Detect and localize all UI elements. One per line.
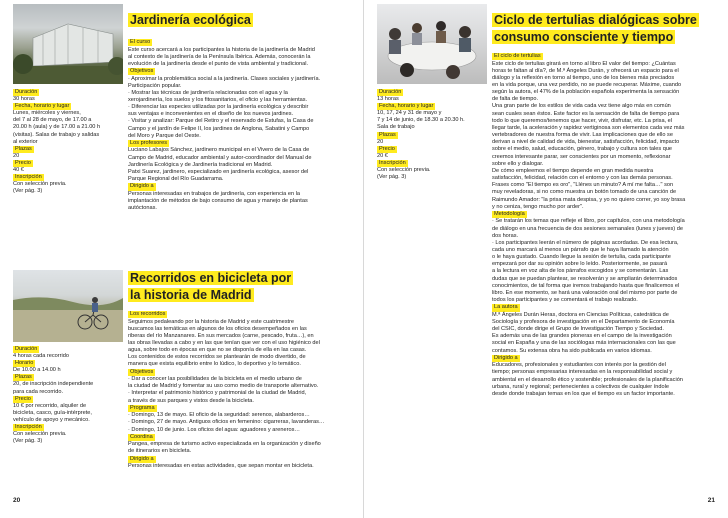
body-text-line: Este curso acercará a los participantes la historia de la jardinería de Madrid (128, 46, 315, 53)
body-text-line: en la vida porque, una vez perdido, no se puede recuperar. Máxime, cuando (492, 82, 682, 88)
body-label: Dirigido a (130, 455, 154, 462)
sidebar-label: Inscripción (15, 424, 42, 431)
body-text-line: implantación de métodos de bajo consumo de agua y manejo de plantas (128, 197, 308, 204)
body-text-line: o le haya gustado. Cuando llegue la sesión de tertulia, cada participante (492, 254, 671, 261)
sidebar-value: Lunes, miércoles y viernes, (13, 110, 81, 117)
body-text-line: horas te faltan al día?, de M.ª Ángeles Durán, y ofrecerá un espacio para el (492, 67, 679, 74)
sidebar-value: 10, 17, 24 y 31 de mayo y (377, 110, 442, 117)
body-label: Dirigido a (494, 354, 518, 361)
body-label: Los profesores (130, 140, 168, 147)
body-label: Objetivos (130, 68, 154, 75)
body-text-line: xerojardinería, los suelos y los fitosanitarios, el oficio y las herramientas. (128, 97, 308, 103)
sidebar-value: 20 € (377, 152, 388, 159)
body-text-line: Una gran parte de los estilos de vida cada vez tiene algo más en común (492, 103, 671, 110)
body-text-line: Educadores, profesionales y estudiantes con interés por la gestión del (492, 362, 666, 369)
sidebar-value: 20.00 h (aula) y de 17.00 a 21.00 h (13, 124, 101, 131)
body-label: El curso (130, 39, 151, 46)
greenhouse-photo (13, 4, 123, 84)
body-text-line: de itinerarios en bicicleta. (128, 448, 192, 455)
sidebar-label: Precio (15, 159, 31, 166)
body-text-line: conocimientos, de tal forma que iremos trabajando hasta que finalicemos el (492, 282, 680, 289)
body-text-line: dos horas. (492, 232, 519, 239)
page-number-left: 20 (13, 497, 21, 504)
body-bicicleta (128, 311, 360, 470)
tertulia-photo (377, 4, 487, 84)
body-text-line: a través de sus parques y vistos desde la bicicleta. (128, 397, 254, 404)
sidebar-value: (Ver pág. 3) (13, 438, 43, 445)
sidebar-value: (Ver pág. 3) (13, 188, 43, 195)
body-text-line: social en España y una de las sociólogas más internacionales con las que (492, 340, 676, 347)
body-text-line: manera que exista equilibrio entre lo lúdico, lo deportivo y lo temático. (128, 361, 301, 368)
sidebar-value: 20, de inscripción independiente (13, 381, 94, 388)
sidebar-tertulias (377, 89, 487, 181)
body-text-line: urbana, rural y regional; pertenecientes a colectivos de cualquier índole (492, 383, 669, 390)
sidebar-label: Inscripción (15, 174, 42, 181)
body-text-line: Raimundo Amador: "la prisa mata despisa, y yo no quiero correr, yo soy brasa (492, 196, 686, 203)
sidebar-label: Plazas (15, 374, 32, 381)
sidebar-value: 4 horas cada recorrido (13, 353, 69, 360)
body-text-line: cada uno marcará al menos un párrafo que le haya llamado la atención (492, 246, 669, 253)
body-text-line: a la lectura en voz alta de los párrafos escogidos y se comentarán. Las (492, 268, 669, 275)
sidebar-label: Duración (15, 346, 38, 352)
body-text-line: Este ciclo de tertulias girará en torno al libro El valor del tiempo: ¿Cuántas (492, 60, 676, 67)
body-text-line: · Visitar y analizar: Parque del Retiro y el reservado de Estufas, la Casa de (128, 118, 314, 125)
body-text-line: Participación popular. (128, 82, 182, 89)
body-text-line: y no ceniza, tengo mucho por arder". (492, 203, 584, 210)
body-text-line: Seguimos pedaleando por la historia de Madrid y este cuatrimestre (128, 318, 295, 325)
sidebar-label: Duración (379, 89, 402, 95)
body-text-line: la ciudad de Madrid y fomentar su uso como medio de transporte alternativo. (128, 383, 319, 390)
sidebar-value: al exterior (13, 138, 38, 145)
body-text-line: · Domingo, 10 de junio. Los oficios del agua: aguadores y areneros… (128, 426, 300, 433)
body-text-line: sobre ello y dialogar. (492, 160, 544, 167)
body-text-line: diálogo y la reflexión en torno al tiempo, uno de los bienes más preciados (492, 74, 675, 81)
sidebar-label: Fecha, horario y lugar (15, 103, 70, 110)
body-text-line: Campo de Madrid, educador ambiental y autor-coordinador del Manual de (128, 154, 312, 161)
body-text-line: sus ventajas e inconvenientes en el diseño de los nuevos jardines. (128, 111, 294, 118)
body-text-line: muy reveladoras, si no como muestra un botón tomado de una canción de (492, 189, 677, 196)
body-text-line: vertebradores de nuestra forma de vivir. Las implicaciones que de ello se (492, 132, 673, 139)
body-label: Coordina (130, 433, 153, 440)
sidebar-label: Inscripción (379, 159, 406, 166)
sidebar-value: 10 € por recorrido, alquiler de (13, 402, 87, 409)
body-label: El ciclo de tertulias (494, 53, 541, 60)
sidebar-value: De 10.00 a 14.00 h (13, 367, 61, 374)
body-text-line: agua, sobre todo en épocas en que no se disponía de ella en las casas. (128, 347, 307, 354)
body-text-line: M.ª Ángeles Durán Heras, doctora en Ciencias Políticas, catedrática de (492, 311, 669, 318)
sidebar-value: vehículo de apoyo y mecánico. (13, 416, 90, 423)
sidebar-label: Fecha, horario y lugar (379, 103, 434, 110)
body-text-line: · Interpretar el patrimonio histórico y patrimonial de la ciudad de Madrid, (128, 390, 307, 397)
body-text-line: · Mostrar las técnicas de jardinería relacionadas con el agua y la (128, 89, 288, 96)
sidebar-value: (Ver pág. 3) (377, 174, 407, 181)
sidebar-value: (visitas). Salas de trabajo y salidas (13, 131, 100, 138)
sidebar-value: para cada recorrido. (13, 388, 64, 395)
body-jardineria (128, 39, 360, 212)
sidebar-label: Plazas (15, 145, 32, 152)
body-text-line: Luciano Labajos Sánchez, jardinero municipal en el Vivero de la Casa de (128, 147, 310, 154)
sidebar-value: 30 horas (13, 96, 35, 103)
body-text-line: libro. En ese momento, se hará una valoración oral del mismo por parte de (492, 289, 678, 296)
body-text-line: del CSIC, donde dirige el Grupo de Investigación Tiempo y Sociedad. (492, 326, 664, 333)
body-text-line: · Domingo, 13 de mayo. El oficio de la seguridad: serenos, alabarderos… (128, 412, 310, 419)
body-text-line: Personas interesadas en trabajos de jardinería, con experiencia en la (128, 190, 300, 197)
body-label: Metodología (494, 211, 525, 217)
body-text-line: sobre el medio, salud, educación, género, trabajo y cultura son tales que (492, 146, 673, 153)
sidebar-jardineria (13, 89, 123, 195)
body-text-line: Es además una de las grandes pioneras en el campo de la investigación (492, 333, 672, 340)
section-title-tertulias: Ciclo de tertulias dialógicas sobre consumo consciente y tiempo (494, 13, 697, 44)
body-text-line: Jardinería Ecológica y de Jardinería tradicional en Madrid. (128, 161, 273, 168)
body-label: Objetivos (130, 368, 154, 375)
body-text-line: derivan a nivel de calidad de vida, bienestar, satisfacción, felicidad, impacto (492, 139, 680, 146)
body-text-line: las obras llevadas a cabo y en las que tenían que ver con el uso higiénico del (128, 340, 320, 346)
body-text-line: · Se tratarán los temas que refleje el libro, por capítulos, con una metodología (492, 218, 685, 225)
sidebar-bicicleta (13, 346, 123, 445)
page-number-right: 21 (707, 497, 715, 504)
body-text-line: · Diferenciar las especies utilizadas por la jardinería ecológica y describir (128, 104, 309, 111)
body-text-line: Pangea, empresa de turismo activo especializada en la organización y diseño (128, 441, 321, 448)
body-text-line: riberas del río Manzanares. En sus mercados (carne, pescado, fruta…), en (128, 332, 314, 339)
sidebar-value: 13 horas (377, 96, 399, 103)
sidebar-value: del 7 al 28 de mayo, de 17.00 a (13, 117, 92, 124)
body-text-line: todo lo que queremos/tenemos que hacer, vivir, disfrutar, etc. La prisa, el (492, 117, 673, 124)
body-text-line: contamos. Su extensa obra ha sido publicada en varios idiomas. (492, 347, 652, 354)
body-label: La autora (494, 304, 518, 311)
body-text-line: de falta de tiempo. (492, 96, 539, 103)
body-text-line: · Aproximar la problemática social a la jardinería. Clases sociales y jardinería. (128, 75, 321, 82)
sidebar-value: Con selección previa. (13, 431, 67, 438)
body-tertulias (492, 53, 726, 398)
body-text-line: llegar tarde, la aceleración y rapidez vertiginosa son elementos cada vez más (492, 124, 685, 131)
body-text-line: tiempo; personas empresarias interesadas en la responsabilidad social y (492, 369, 673, 376)
body-text-line: del Moro y Parque del Oeste. (128, 132, 201, 139)
body-text-line: Campo y el jardín de Felipe II, los jardines de Anglona, Sabatini y Campo (128, 125, 310, 132)
body-text-line: desde donde trabajan temas en los que el tiempo es un factor importante. (492, 390, 675, 397)
body-label: Dirigido a (130, 183, 154, 190)
sidebar-value: bicicleta, casco, guía-intérprete, (13, 409, 92, 416)
sidebar-label: Plazas (379, 131, 396, 138)
body-text-line: Frases como "El tiempo es oro", "Llénes un minuto? A mí me falta…" son (492, 182, 674, 189)
sidebar-label: Duración (15, 89, 38, 95)
section-title-jardineria: Jardinería ecológica (130, 13, 251, 27)
body-text-line: Personas interesadas en estas actividades, que sepan montar en bicicleta. (128, 463, 314, 470)
body-text-line: satisfacción, felicidad, relación con el entorno y con las demás personas. (492, 175, 673, 182)
sidebar-value: Con selección previa. (377, 167, 431, 174)
cyclist-photo (13, 270, 123, 342)
body-text-line: creemos interesante parar, ser conscientes por un momento, reflexionar (492, 153, 671, 160)
body-text-line: Parque Regional del Río Guadarrama. (128, 176, 224, 183)
body-text-line: todos los participantes y se comentará el trabajo realizado. (492, 297, 638, 304)
sidebar-label: Horario (15, 360, 34, 367)
body-text-line: ambiental en el desarrollo ético y sostenible; profesionales de la planificación (492, 376, 683, 383)
body-text-line: autóctonas. (128, 205, 157, 212)
body-label: Programa (130, 404, 155, 411)
body-text-line: buscamos las temáticas en algunos de los oficios desempeñados en las (128, 325, 307, 332)
section-title-bicicleta: Recorridos en bicicleta por la historia de Madrid (130, 271, 292, 302)
body-text-line: dudas que se puedan plantear, se resolverán y se ampliarán determinados (492, 275, 678, 282)
body-text-line: Los contenidos de estos recorridos se plantearán de modo divertido, de (128, 354, 306, 361)
sidebar-value: Sala de trabajo (377, 124, 415, 131)
sidebar-value: 40 € (13, 167, 24, 174)
body-text-line: · Los participantes leerán el número de páginas acordadas. De esa lectura, (492, 239, 679, 246)
sidebar-label: Precio (15, 395, 31, 402)
right-page (364, 0, 728, 518)
sidebar-value: 20 (377, 138, 384, 145)
body-label: Los recorridos (130, 311, 166, 318)
body-text-line: según la autora, el 47% de la población española experimenta la sensación (492, 89, 680, 96)
body-text-line: Sociología y profesora de investigación en el Departamento de Economía (492, 318, 675, 325)
sidebar-value: 20 (13, 152, 20, 159)
sidebar-label: Precio (379, 145, 395, 152)
sidebar-value: 7 y 14 de junio, de 18.30 a 20.30 h. (377, 117, 465, 124)
body-text-line: de diálogo en una frecuencia de dos sesiones semanales (lunes y jueves) de (492, 225, 683, 232)
body-text-line: De cómo empleemos el tiempo depende en gran medida nuestra (492, 167, 654, 174)
sidebar-value: Con selección previa. (13, 181, 67, 188)
body-text-line: evolución de la jardinería desde el punto de vista ambiental y tradicional. (128, 60, 309, 67)
body-text-line: sean cuales sean éstos. Este factor es la sensación de falta de tiempo para (492, 110, 680, 117)
body-text-line: · Domingo, 27 de mayo. Antiguos oficios en femenino: cigarreras, lavanderas… (128, 419, 325, 426)
body-text-line: empezará por dar su opinión sobre lo leído. Posteriormente, se pasará (492, 261, 668, 268)
body-text-line: Patxi Suarez, jardinero, especializado en jardinería ecológica, asesor del (128, 168, 309, 175)
body-text-line: · Dar a conocer las posibilidades de la bicicleta en el medio urbano de (128, 376, 302, 383)
body-text-line: al contexto de la jardinería de la Península Ibérica. Además, conocerán la (128, 53, 311, 60)
